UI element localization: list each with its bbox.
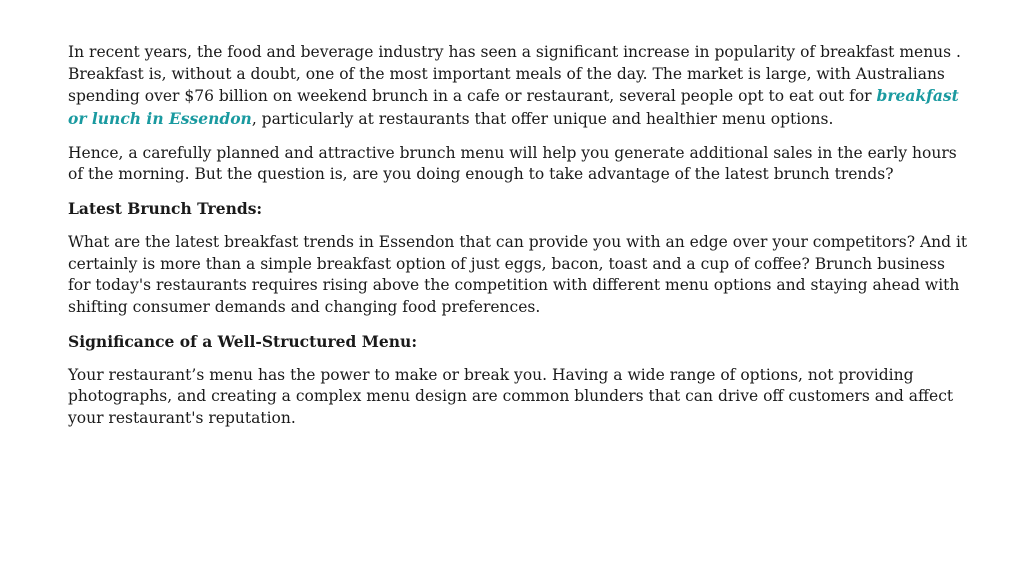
trends-paragraph: What are the latest breakfast trends in Essendon that can provide you with an edge over your competitors? And it certainly is more than a simple breakfast option of just eggs, bacon, toast and a cup of coffee? Brunch business for today's restaurants requires rising above the competition with different menu options and staying ahead with shifting consumer demands and changing food preferences. xyxy=(68,233,968,316)
brunch-menu-paragraph: Hence, a carefully planned and attractive brunch menu will help you generate additional sales in the early hours of the morning. But the question is, are you doing enough to take advantage of the latest brunch trends? xyxy=(68,143,957,183)
intro-paragraph xyxy=(68,42,968,130)
latest-brunch-trends-heading: Latest Brunch Trends: xyxy=(68,199,263,218)
article-body xyxy=(68,42,968,442)
intro-text-before: In recent years, the food and beverage industry has seen a significant increase in popularity of breakfast menus . Breakfast is, without a doubt, one of the most important meals of the day. The market is large, with Australians spending over $76 billion on weekend brunch in a cafe or restaurant, several people opt to eat out for xyxy=(68,43,961,105)
menu-significance-paragraph: Your restaurant’s menu has the power to make or break you. Having a wide range of options, not providing photographs, and creating a complex menu design are common blunders that can drive off customers and affect your restaurant's reputation. xyxy=(68,365,954,427)
well-structured-menu-heading: Significance of a Well-Structured Menu: xyxy=(68,331,418,351)
intro-text-after: , particularly at restaurants that offer unique and healthier menu options. xyxy=(251,109,834,128)
breakfast-lunch-essendon-link[interactable]: breakfast or lunch in Essendon xyxy=(68,86,959,128)
